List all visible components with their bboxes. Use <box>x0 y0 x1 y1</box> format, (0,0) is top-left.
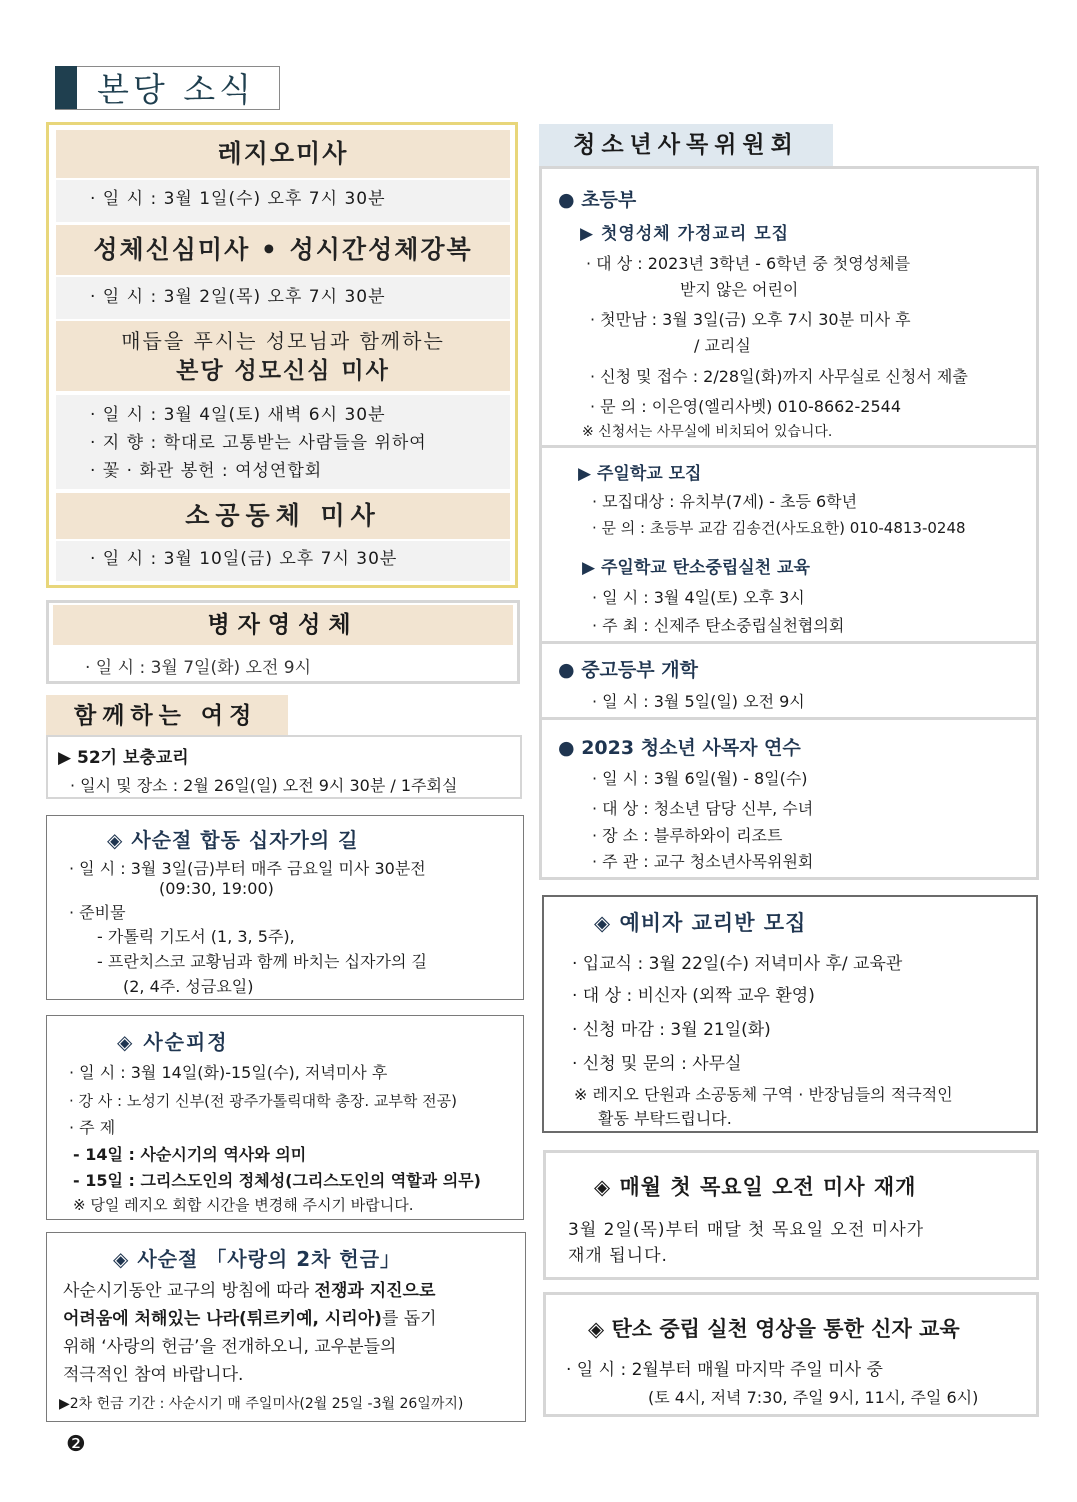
carbon-times: (토 4시, 저녁 7:30, 주일 9시, 11시, 주일 6시) <box>648 1388 979 1407</box>
marian-details <box>56 395 510 489</box>
offering-text-2: 를 돕기 <box>381 1309 437 1329</box>
catechumen-note-2: 활동 부탁드립니다. <box>598 1109 732 1128</box>
youth-box <box>539 166 1039 880</box>
community-heading: 소공동체 미사 <box>56 493 510 539</box>
training-host: · 주 관 : 교구 청소년사목위원회 <box>592 852 814 871</box>
eucharist-time: · 일 시 : 3월 2일(목) 오후 7시 30분 <box>56 277 510 319</box>
retreat-date: · 일 시 : 3월 14일(화)-15일(수), 저녁미사 후 <box>69 1063 388 1082</box>
retreat-topic-1: - 14일 : 사순시기의 역사와 의미 <box>73 1145 307 1164</box>
training-date: · 일 시 : 3월 6일(월) - 8일(수) <box>592 769 808 788</box>
marian-flowers: · 꽃 · 화관 봉헌 : 여성연합회 <box>90 461 323 481</box>
journey-box <box>46 735 522 799</box>
carbon-date: · 일 시 : 2월부터 매월 마지막 주일 미사 중 <box>566 1360 883 1380</box>
offering-period: ▶2차 헌금 기간 : 사순시기 매 주일미사(2월 25일 -3월 26일까지) <box>59 1396 464 1412</box>
offering-text-1: 사순시기동안 교구의 방침에 따라 <box>63 1281 315 1301</box>
thursday-text-2: 재개 됩니다. <box>568 1246 668 1266</box>
carbon-heading: ◈ 탄소 중립 실천 영상을 통한 신자 교육 <box>588 1317 960 1341</box>
marian-heading-line2: 본당 성모신심 미사 <box>176 358 390 384</box>
offering-text-2-bold: 어려움에 처해있는 나라(튀르키예, 시리아) <box>63 1309 382 1329</box>
carbon-edu-host: · 주 최 : 신제주 탄소중립실천협의회 <box>592 616 845 635</box>
stations-prep: · 준비물 <box>69 903 126 922</box>
fc-first-meeting: · 첫만남 : 3월 3일(금) 오후 7시 30분 미사 후 <box>590 310 911 329</box>
fc-application: · 신청 및 접수 : 2/28일(화)까지 사무실로 신청서 제출 <box>590 367 968 386</box>
legio-time: · 일 시 : 3월 1일(수) 오후 7시 30분 <box>56 180 510 222</box>
eucharist-heading: 성체신심미사 • 성시간성체강복 <box>56 225 510 275</box>
divider <box>542 445 1036 448</box>
retreat-topic-2: - 15일 : 그리스도인의 정체성(그리스도인의 역할과 의무) <box>73 1171 481 1190</box>
catechumen-entry: · 입교식 : 3월 22일(수) 저녁미사 후/ 교육관 <box>572 954 903 974</box>
catechumen-box <box>542 895 1038 1133</box>
training-target: · 대 상 : 청소년 담당 신부, 수녀 <box>592 799 814 818</box>
stations-time: · 일 시 : 3월 3일(금)부터 매주 금요일 미사 30분전 <box>69 859 426 878</box>
thursday-heading: ◈ 매월 첫 목요일 오전 미사 재개 <box>594 1175 917 1199</box>
elementary-heading: ● 초등부 <box>558 189 637 211</box>
sick-communion-box <box>46 600 520 684</box>
marian-heading-line1: 매듭을 푸시는 성모님과 함께하는 <box>121 329 445 353</box>
fc-note: ※ 신청서는 사무실에 비치되어 있습니다. <box>582 424 833 440</box>
carbon-edu-heading: ▶ 주일학교 탄소중립실천 교육 <box>582 558 810 578</box>
catechumen-contact: · 신청 및 문의 : 사무실 <box>572 1054 742 1074</box>
page-title: 본당 소식 <box>97 70 256 109</box>
legio-heading: 레지오미사 <box>56 130 510 178</box>
stations-heading: ◈ 사순절 합동 십자가의 길 <box>107 828 359 852</box>
community-time: · 일 시 : 3월 10일(금) 오후 7시 30분 <box>56 541 510 581</box>
middle-high-heading: ● 중고등부 개학 <box>558 659 698 681</box>
title-marker <box>55 66 77 109</box>
offering-box <box>46 1232 526 1422</box>
page-number: ❷ <box>66 1432 86 1457</box>
marian-intention: · 지 향 : 학대로 고통받는 사람들을 위하여 <box>90 433 427 453</box>
mass-schedule-box <box>46 122 518 588</box>
fc-target: · 대 상 : 2023년 3학년 - 6학년 중 첫영성체를 <box>586 254 911 273</box>
stations-prep-1: - 가톨릭 기도서 (1, 3, 5주), <box>97 927 295 946</box>
retreat-topic-label: · 주 제 <box>69 1118 116 1137</box>
offering-body <box>63 1277 437 1389</box>
middle-high-date: · 일 시 : 3월 5일(일) 오전 9시 <box>592 692 805 711</box>
offering-text-4: 적극적인 참여 바랍니다. <box>63 1365 244 1385</box>
journey-detail: · 일시 및 장소 : 2월 26일(일) 오전 9시 30분 / 1주회실 <box>70 776 458 795</box>
carbon-edu-date: · 일 시 : 3월 4일(토) 오후 3시 <box>592 588 805 607</box>
stations-prep-2: - 프란치스코 교황님과 함께 바치는 십자가의 길 <box>97 952 427 971</box>
fc-first-meeting-2: / 교리실 <box>694 336 751 355</box>
catechumen-note: ※ 레지오 단원과 소공동체 구역 · 반장님들의 적극적인 <box>574 1085 953 1104</box>
offering-text-3: 위해 ‘사랑의 헌금’을 전개하오니, 교우분들의 <box>63 1337 397 1357</box>
thursday-mass-box <box>543 1150 1039 1280</box>
stations-times: (09:30, 19:00) <box>159 879 274 898</box>
training-heading: ● 2023 청소년 사목자 연수 <box>558 737 801 759</box>
thursday-text-1: 3월 2일(목)부터 매달 첫 목요일 오전 미사가 <box>568 1220 925 1240</box>
stations-box <box>46 815 524 1000</box>
offering-heading: ◈ 사순절 「사랑의 2차 헌금」 <box>113 1247 402 1271</box>
journey-item: ▶ 52기 보충교리 <box>58 748 189 768</box>
carbon-edu-box <box>543 1292 1039 1417</box>
stations-prep-3: (2, 4주. 성금요일) <box>123 977 254 996</box>
sunday-school-target: · 모집대상 : 유치부(7세) - 초등 6학년 <box>592 492 858 511</box>
sick-heading: 병자영성체 <box>53 605 513 645</box>
catechumen-heading: ◈ 예비자 교리반 모집 <box>594 911 807 935</box>
catechumen-deadline: · 신청 마감 : 3월 21일(화) <box>572 1020 771 1040</box>
retreat-heading: ◈ 사순피정 <box>117 1030 229 1054</box>
training-place: · 장 소 : 블루하와이 리조트 <box>592 826 783 845</box>
fc-target-2: 받지 않은 어린이 <box>680 280 799 299</box>
fc-contact: · 문 의 : 이은영(엘리사벳) 010-8662-2544 <box>590 397 902 416</box>
marian-date: · 일 시 : 3월 4일(토) 새벽 6시 30분 <box>90 405 386 425</box>
first-communion-heading: ▶ 첫영성체 가정교리 모집 <box>580 224 790 244</box>
catechumen-target: · 대 상 : 비신자 (외짝 교우 환영) <box>572 986 815 1006</box>
retreat-speaker: · 강 사 : 노성기 신부(전 광주가톨릭대학 총장. 교부학 전공) <box>69 1092 457 1110</box>
retreat-box <box>46 1015 524 1220</box>
divider <box>542 717 1036 720</box>
sick-time: · 일 시 : 3월 7일(화) 오전 9시 <box>85 658 312 678</box>
journey-tab: 함께하는 여정 <box>46 695 288 735</box>
marian-heading <box>56 321 510 391</box>
offering-text-1-bold: 전쟁과 지진으로 <box>314 1281 436 1301</box>
divider <box>542 641 1036 644</box>
sunday-school-contact: · 문 의 : 초등부 교감 김송건(사도요한) 010-4813-0248 <box>592 519 966 537</box>
retreat-note: ※ 당일 레지오 회합 시간을 변경해 주시기 바랍니다. <box>73 1196 414 1214</box>
sunday-school-heading: ▶ 주일학교 모집 <box>578 464 702 484</box>
youth-tab: 청소년사목위원회 <box>539 124 833 166</box>
